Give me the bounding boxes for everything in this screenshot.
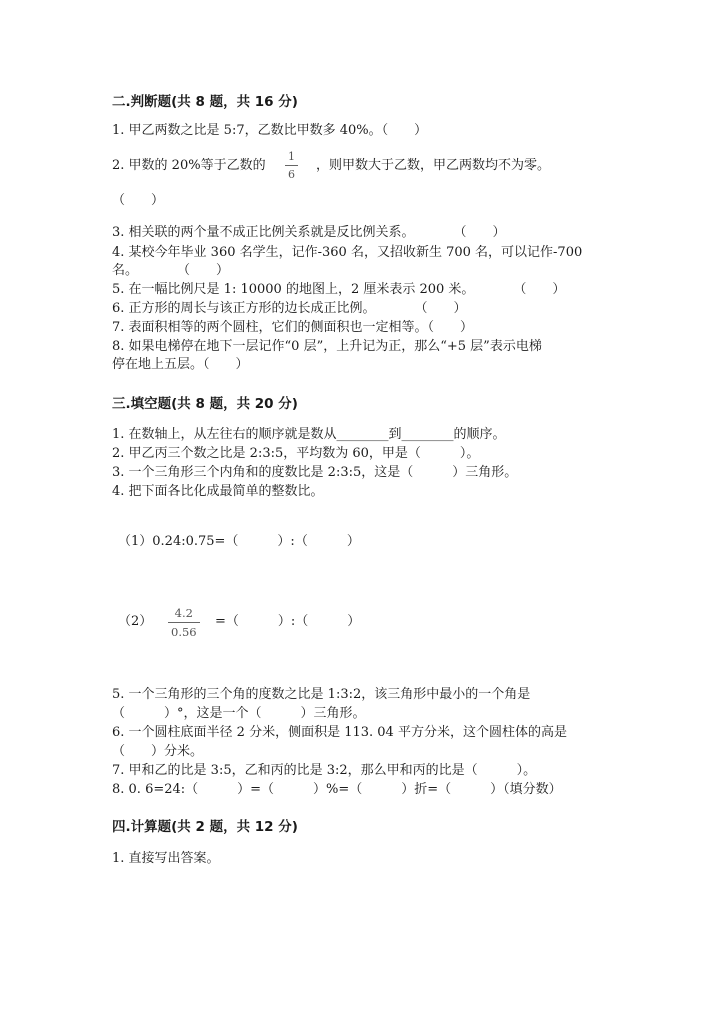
fill-question-4-sub-2-label: （2） (118, 614, 153, 629)
fill-question-4-sub-1: （1）0.24:0.75=（ ）:（ ） (118, 534, 360, 549)
judge-question-3: 3. 相关联的两个量不成正比例关系就是反比例关系。 （ ） (112, 225, 506, 240)
judge-question-8-part-b: 停在地上五层。（ ） (112, 357, 249, 372)
fill-question-6-part-b: （ ）分米。 (112, 744, 204, 759)
judge-question-2-part-c: （ ） (112, 193, 165, 208)
judge-question-2-fraction (285, 150, 298, 181)
judge-question-4-part-a: 4. 某校今年毕业 360 名学生，记作-360 名，又招收新生 700 名，可以记作-700 (112, 245, 583, 260)
fill-question-7: 7. 甲和乙的比是 3:5，乙和丙的比是 3:2，那么甲和丙的比是（ ）。 (112, 763, 537, 778)
fraction-numerator: 4.2 (174, 606, 193, 620)
section-3-title: 三.填空题(共 8 题，共 20 分) (112, 396, 298, 412)
fill-question-8: 8. 0. 6=24:（ ）=（ ）%=（ ）折=（ ）（填分数） (112, 782, 562, 797)
judge-question-5: 5. 在一幅比例尺是 1: 10000 的地图上，2 厘米表示 200 米。 （ ） (112, 282, 566, 297)
fill-question-1: 1. 在数轴上，从左往右的顺序就是数从________到________的顺序。 (112, 427, 506, 442)
fill-question-5-part-a: 5. 一个三角形的三个角的度数之比是 1:3:2，该三角形中最小的一个角是 (112, 687, 531, 702)
section-4-title: 四.计算题(共 2 题，共 12 分) (112, 819, 298, 835)
fraction-denominator: 0.56 (171, 625, 197, 639)
fraction-bar (285, 165, 298, 166)
calc-question-1: 1. 直接写出答案。 (112, 851, 220, 866)
fill-question-6-part-a: 6. 一个圆柱底面半径 2 分米，侧面积是 113. 04 平方分米，这个圆柱体的高是 (112, 725, 567, 740)
fill-question-4: 4. 把下面各比化成最简单的整数比。 (112, 484, 324, 499)
fill-question-4-sub-2-answer: =（ ）:（ ） (215, 614, 361, 629)
section-2-title: 二.判断题(共 8 题，共 16 分) (112, 94, 298, 110)
judge-question-1: 1. 甲乙两数之比是 5:7，乙数比甲数多 40%。（ ） (112, 123, 428, 138)
judge-question-2-part-b: ，则甲数大于乙数，甲乙两数均不为零。 (316, 158, 551, 173)
judge-question-8-part-a: 8. 如果电梯停在地下一层记作“0 层”，上升记为正，那么“+5 层”表示电梯 (112, 339, 542, 354)
fill-question-5-part-b: （ ）°，这是一个（ ）三角形。 (112, 706, 366, 721)
judge-question-7: 7. 表面积相等的两个圆柱，它们的侧面积也一定相等。（ ） (112, 320, 474, 335)
judge-question-6: 6. 正方形的周长与该正方形的边长成正比例。 （ ） (112, 301, 467, 316)
fraction-numerator: 1 (288, 150, 295, 163)
fill-question-3: 3. 一个三角形三个内角和的度数比是 2:3:5，这是（ ）三角形。 (112, 465, 518, 480)
fraction-denominator: 6 (288, 168, 295, 181)
judge-question-2-part-a: 2. 甲数的 20%等于乙数的 (112, 158, 266, 173)
fill-question-2: 2. 甲乙丙三个数之比是 2:3:5，平均数为 60，甲是（ ）。 (112, 446, 480, 461)
fill-question-4-sub-2-fraction (168, 606, 200, 639)
fraction-bar (168, 622, 200, 623)
judge-question-4-part-b: 名。 （ ） (112, 263, 230, 278)
